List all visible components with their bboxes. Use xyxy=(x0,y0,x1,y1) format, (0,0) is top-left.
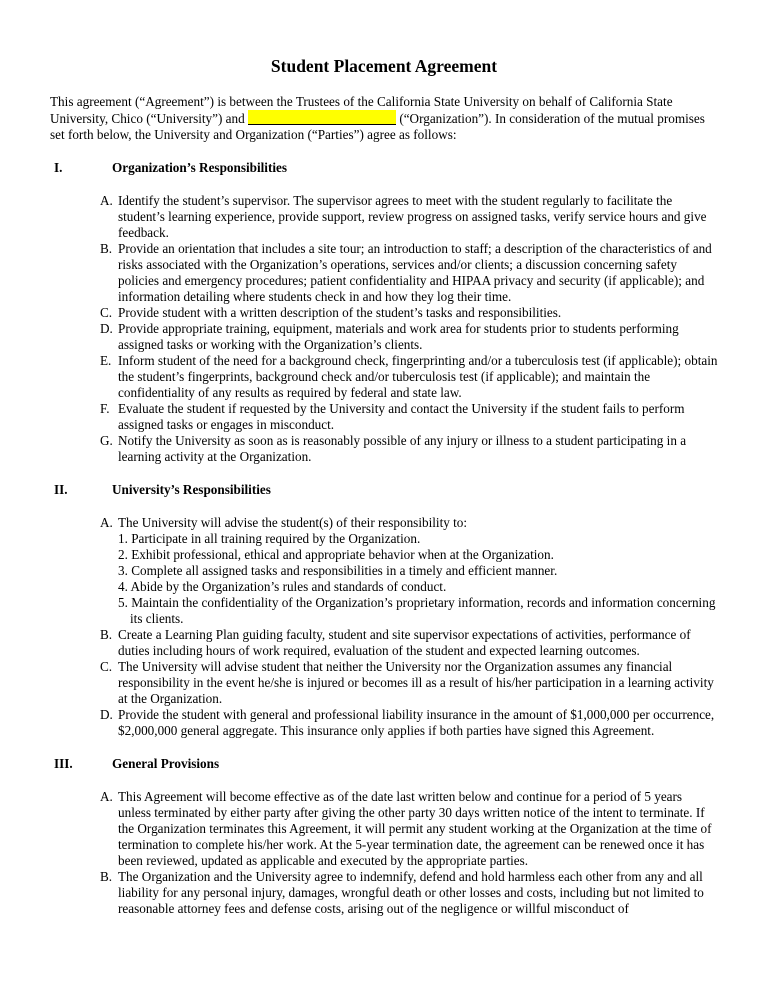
list-item-text: The Organization and the University agree to indemnify, defend and hold harmless each other from any and all liability for any personal injury, damages, wrongful death or other losses and costs, including but not limited to reasonable attorney fees and defense costs, arising out of the negligence or willful misconduct of xyxy=(118,869,704,916)
list-item-text: Create a Learning Plan guiding faculty, student and site supervisor expectations of activities, performance of duties including hours of work required, evaluation of the student and expected learning outcomes. xyxy=(118,627,691,658)
sub-list-item xyxy=(118,547,718,563)
list-item-marker: D. xyxy=(100,321,113,336)
list-item xyxy=(50,627,718,659)
list-item xyxy=(50,707,718,739)
document-title: Student Placement Agreement xyxy=(270,56,498,76)
list-item-marker: C. xyxy=(100,659,113,674)
intro-text-after: (“Organization”). In consideration of the mutual promises set forth below, the University and Organization (“Parties”) agree as follows: xyxy=(50,111,705,142)
sections-container xyxy=(50,160,718,917)
section-numeral: III. xyxy=(54,756,73,771)
list-item-marker: A. xyxy=(100,193,113,208)
list-item-text: Provide an orientation that includes a site tour; an introduction to staff; a description of the characteristics of and risks associated with the Organization’s operations, services and/or clients; a discussion concerning safety policies and emergency procedures; patient confidentiality and HIPAA privacy and security (if applicable); and information detailing where students check in and how they log their time. xyxy=(118,241,712,304)
list-item xyxy=(50,433,718,465)
sub-list-item xyxy=(118,531,718,547)
section-item-list xyxy=(50,515,718,739)
sub-list-item xyxy=(118,595,718,627)
list-item-text: The University will advise student that neither the University nor the Organization assumes any financial responsibility in the event he/she is injured or becomes ill as a result of his/her participation in a learning activity at the Organization. xyxy=(118,659,714,706)
list-item-text: Notify the University as soon as is reasonably possible of any injury or illness to a student participating in a learning activity at the Organization. xyxy=(118,433,687,464)
sub-list-item-text: 5. Maintain the confidentiality of the Organization’s proprietary information, records and information concerning its clients. xyxy=(118,595,716,626)
list-item-marker: D. xyxy=(100,707,113,722)
list-item xyxy=(50,401,718,433)
sub-list-item-text: 2. Exhibit professional, ethical and appropriate behavior when at the Organization. xyxy=(118,547,554,562)
list-item-marker: B. xyxy=(100,869,113,884)
intro-paragraph xyxy=(50,94,718,143)
list-item-marker: A. xyxy=(100,789,113,804)
section-item-list xyxy=(50,193,718,465)
list-item-text: The University will advise the student(s) of their responsibility to: xyxy=(118,515,468,530)
list-item-marker: E. xyxy=(100,353,112,368)
section-item-list xyxy=(50,789,718,917)
sub-list xyxy=(118,531,718,627)
list-item xyxy=(50,193,718,241)
sub-list-item xyxy=(118,579,718,595)
intro-text-before: This agreement (“Agreement”) is between the Trustees of the California State University on behalf of California State University, Chico (“University”) and xyxy=(50,94,673,126)
list-item xyxy=(50,789,718,869)
sub-list-item-text: 1. Participate in all training required by the Organization. xyxy=(118,531,421,546)
list-item-marker: F. xyxy=(100,401,110,416)
section-title: Organization’s Responsibilities xyxy=(112,160,287,175)
list-item-marker: B. xyxy=(100,627,113,642)
list-item xyxy=(50,321,718,353)
section-heading xyxy=(50,482,718,498)
section-numeral: I. xyxy=(54,160,63,175)
list-item-text: Provide the student with general and professional liability insurance in the amount of $1,000,000 per occurrence, $2,000,000 general aggregate. This insurance only applies if both parties have signed this Agreement. xyxy=(118,707,715,738)
section-heading xyxy=(50,160,718,176)
list-item xyxy=(50,515,718,627)
list-item-text: Provide appropriate training, equipment, materials and work area for students prior to students performing assigned tasks or working with the Organization’s clients. xyxy=(118,321,679,352)
list-item-marker: A. xyxy=(100,515,113,530)
list-item xyxy=(50,353,718,401)
section-title: University’s Responsibilities xyxy=(112,482,271,497)
section-title: General Provisions xyxy=(112,756,220,771)
sub-list-item-text: 3. Complete all assigned tasks and responsibilities in a timely and efficient manner. xyxy=(118,563,558,578)
section-heading xyxy=(50,756,718,772)
section-numeral: II. xyxy=(54,482,68,497)
list-item xyxy=(50,241,718,305)
list-item-text: This Agreement will become effective as of the date last written below and continue for a period of 5 years unless terminated by either party after giving the other party 30 days written notice of the intent to terminate. If the Organization terminates this Agreement, it will permit any student working at the Organization at the time of termination to complete his/her work. At the 5-year termination date, the agreement can be renewed once it has been reviewed, updated as applicable and executed by the appropriate parties. xyxy=(118,789,712,868)
list-item-marker: G. xyxy=(100,433,113,448)
list-item-text: Inform student of the need for a background check, fingerprinting and/or a tuberculosis test (if applicable); obtain the student’s fingerprints, background check and/or tuberculosis test (if applicable); and maintain the confidentiality of any results as required by federal and state law. xyxy=(118,353,718,400)
list-item xyxy=(50,305,718,321)
sub-list-item xyxy=(118,563,718,579)
list-item-text: Provide student with a written description of the student’s tasks and responsibilities. xyxy=(118,305,562,320)
list-item xyxy=(50,869,718,917)
list-item-text: Identify the student’s supervisor. The supervisor agrees to meet with the student regularly to facilitate the student’s learning experience, provide support, review progress on assigned tasks, verify service hours and give feedback. xyxy=(118,193,707,240)
list-item-text: Evaluate the student if requested by the University and contact the University if the student fails to perform assigned tasks or engages in misconduct. xyxy=(118,401,685,432)
sub-list-item-text: 4. Abide by the Organization’s rules and standards of conduct. xyxy=(118,579,447,594)
organization-name-blank[interactable] xyxy=(248,110,396,125)
list-item-marker: B. xyxy=(100,241,113,256)
list-item xyxy=(50,659,718,707)
list-item-marker: C. xyxy=(100,305,113,320)
